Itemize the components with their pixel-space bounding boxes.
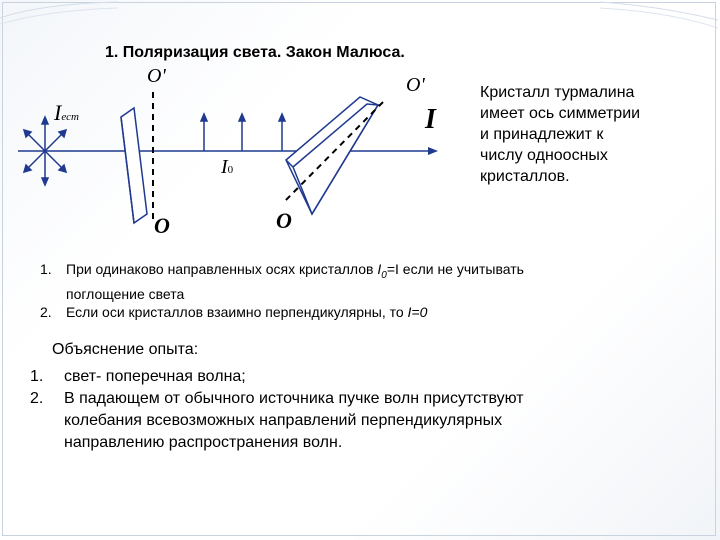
explanation-number: 1. [30,368,44,385]
explanation-heading: Объяснение опыта: [52,341,199,358]
explanation-text: свет- поперечная волна; [64,368,246,385]
observation-item [40,260,710,303]
label-i-out: I [425,104,436,135]
explanation-item [30,388,710,454]
analyzer-crystal [286,97,378,214]
observation-formula-sub: 0 [381,269,387,281]
observation-formula: I=0 [407,303,428,320]
observation-item [40,303,710,321]
observation-number: 2. [40,303,52,320]
axis-label-o-right: O [276,208,292,233]
observation-number: 1. [40,261,52,277]
observation-text: Если оси кристаллов взаимно перпендикулярны, то [66,303,408,320]
label-i-natural-sub: ест [61,111,79,123]
axis-label-o-prime-right: O' [406,74,425,96]
crystal-description-line: кристаллов. [480,168,570,185]
label-i0 [221,156,233,179]
polarized-arrows [201,114,285,151]
crystal-description-line: имеет ось симметрии [480,105,641,122]
label-i0-main: I [221,156,228,178]
observation-text: При одинаково направленных осях кристаллов [66,261,378,277]
polarizer-crystal [121,108,147,223]
crystal-description-line: и принадлежит к [480,126,604,143]
crystal-description-line: числу одноосных [480,147,608,164]
crystal-description [480,82,715,187]
axis-label-o-left: O [154,213,170,238]
explanation-number: 2. [30,390,44,407]
observation-formula-i: I [377,261,382,277]
crystal-description-line: Кристалл турмалина [480,84,635,101]
explanation-text: В падающем от обычного источника пучке волн присутствуют [64,390,524,407]
observations-list [40,260,710,321]
explanation-text: направлению распространения волн. [64,434,343,451]
observation-text: =I если не учитывать [386,261,524,277]
axis-label-o-prime-left: O' [147,65,166,87]
label-i-natural [54,100,79,126]
explanation-text: колебания всевозможных направлений перпендикулярных [64,412,503,429]
explanation-item [30,366,710,388]
slide-title: 1. Поляризация света. Закон Малюса. [105,44,405,61]
explanation-list [30,366,710,454]
beam-arrow [428,147,438,155]
label-i-natural-main: I [54,100,62,125]
observation-text: поглощение света [66,285,185,302]
label-i0-sub: 0 [227,164,234,176]
